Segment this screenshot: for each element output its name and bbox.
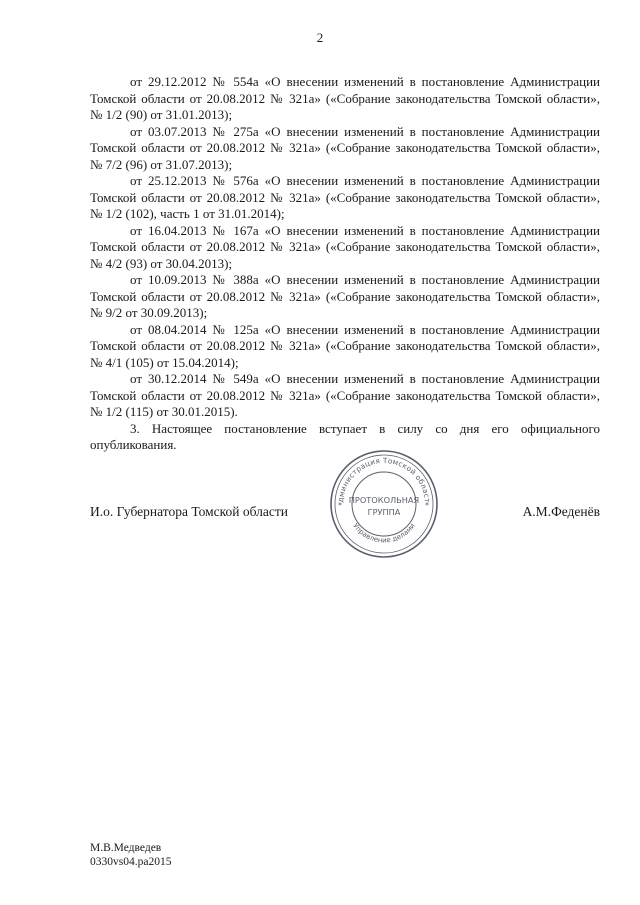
svg-text:Управление делами	[351, 522, 417, 545]
paragraph-amendment-7: от 30.12.2014 № 549а «О внесении изменений в постановление Администрации Томской области от 20.08.2012 № 321а» («Собрание законодательства Томской области», № 1/2 (115) от 30.01.2015).	[90, 371, 600, 419]
footer-info	[90, 841, 171, 869]
stamp-bottom-text: Управление делами	[351, 521, 417, 545]
stamp-center-line2: ГРУППА	[367, 507, 401, 517]
signatory-name: А.М.Феденёв	[522, 504, 600, 519]
document-body	[90, 74, 600, 454]
paragraph-amendment-6: от 08.04.2014 № 125а «О внесении изменений в постановление Администрации Томской области от 20.08.2012 № 321а» («Собрание законодательства Томской области», № 4/1 (105) от 15.04.2014);	[90, 321, 600, 370]
stamp-center-line1: ПРОТОКОЛЬНАЯ	[348, 495, 420, 505]
footer-doc-code: 0330vs04.pa2015	[90, 856, 172, 868]
page-number: 2	[316, 30, 324, 45]
paragraph-effective-date: 3. Настоящее постановление вступает в силу со дня его официального опубликования.	[90, 420, 600, 452]
stamp-star-left: *	[338, 501, 342, 510]
paragraph-amendment-1: от 29.12.2012 № 554а «О внесении изменений в постановление Администрации Томской области от 20.08.2012 № 321а» («Собрание законодательства Томской области», № 1/2 (90) от 31.01.2013);	[90, 74, 600, 122]
footer-author: М.В.Медведев	[90, 842, 162, 854]
stamp-seal-icon	[328, 448, 440, 560]
signatory-position: И.о. Губернатора Томской области	[90, 504, 288, 519]
paragraph-amendment-4: от 16.04.2013 № 167а «О внесении изменений в постановление Администрации Томской области от 20.08.2012 № 321а» («Собрание законодательства Томской области», № 4/2 (93) от 30.04.2013);	[90, 222, 600, 271]
paragraph-amendment-2: от 03.07.2013 № 275а «О внесении изменений в постановление Администрации Томской области от 20.08.2012 № 321а» («Собрание законодательства Томской области», № 7/2 (96) от 31.07.2013);	[90, 123, 600, 172]
official-stamp	[328, 448, 440, 560]
paragraph-amendment-3: от 25.12.2013 № 576а «О внесении изменений в постановление Администрации Томской области от 20.08.2012 № 321а» («Собрание законодательства Томской области», № 1/2 (102), часть 1 от 31.01.2014);	[90, 173, 600, 221]
stamp-outer-text: дминистрация Томской област	[335, 455, 433, 504]
stamp-star-right: *	[425, 501, 429, 510]
paragraph-amendment-5: от 10.09.2013 № 388а «О внесении изменений в постановление Администрации Томской области от 20.08.2012 № 321а» («Собрание законодательства Томской области», № 9/2 от 30.09.2013);	[90, 272, 600, 320]
